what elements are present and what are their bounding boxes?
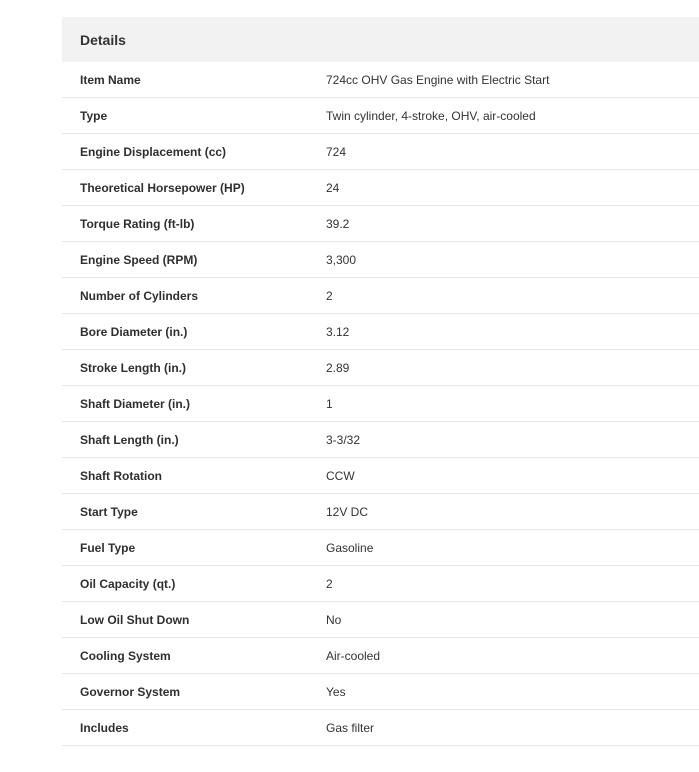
spec-value: 12V DC <box>326 504 369 519</box>
spec-label: Stroke Length (in.) <box>80 360 186 375</box>
spec-value: 724 <box>326 144 347 159</box>
spec-label: Low Oil Shut Down <box>80 612 190 627</box>
spec-value: 39.2 <box>326 216 350 231</box>
details-rows <box>62 62 699 746</box>
spec-label: Shaft Rotation <box>80 468 162 483</box>
spec-value: 724cc OHV Gas Engine with Electric Start <box>326 72 550 87</box>
spec-value: 24 <box>326 180 340 195</box>
spec-label: Item Name <box>80 72 141 87</box>
spec-row <box>62 674 699 710</box>
spec-value: No <box>326 612 342 627</box>
spec-value: 3-3/32 <box>326 432 361 447</box>
spec-row <box>62 134 699 170</box>
spec-row <box>62 710 699 746</box>
spec-value: 3,300 <box>326 252 357 267</box>
spec-value: Yes <box>326 684 346 699</box>
spec-row <box>62 422 699 458</box>
spec-label: Shaft Length (in.) <box>80 432 179 447</box>
spec-row <box>62 314 699 350</box>
spec-label: Shaft Diameter (in.) <box>80 396 191 411</box>
spec-row <box>62 350 699 386</box>
spec-value: Gasoline <box>326 540 374 555</box>
spec-label: Theoretical Horsepower (HP) <box>80 180 245 195</box>
spec-label: Type <box>80 108 108 123</box>
spec-label: Start Type <box>80 504 138 519</box>
spec-value: Air-cooled <box>326 648 381 663</box>
spec-value: 2 <box>326 576 333 591</box>
spec-row <box>62 458 699 494</box>
spec-value: 2 <box>326 288 333 303</box>
details-header: Details <box>62 17 699 62</box>
spec-row <box>62 98 699 134</box>
spec-row <box>62 638 699 674</box>
spec-label: Torque Rating (ft-lb) <box>80 216 195 231</box>
spec-label: Includes <box>80 720 129 735</box>
spec-value: 3.12 <box>326 324 350 339</box>
spec-label: Engine Speed (RPM) <box>80 252 198 267</box>
spec-row <box>62 602 699 638</box>
spec-row <box>62 566 699 602</box>
spec-label: Oil Capacity (qt.) <box>80 576 176 591</box>
spec-value: Twin cylinder, 4-stroke, OHV, air-cooled <box>326 108 536 123</box>
spec-row <box>62 170 699 206</box>
spec-row <box>62 278 699 314</box>
spec-row <box>62 386 699 422</box>
spec-label: Bore Diameter (in.) <box>80 324 188 339</box>
spec-value: Gas filter <box>326 720 375 735</box>
spec-row <box>62 242 699 278</box>
spec-label: Fuel Type <box>80 540 136 555</box>
spec-value: 2.89 <box>326 360 350 375</box>
spec-row <box>62 62 699 98</box>
spec-label: Number of Cylinders <box>80 288 199 303</box>
spec-label: Cooling System <box>80 648 171 663</box>
spec-row <box>62 206 699 242</box>
details-table <box>62 17 699 746</box>
spec-value: CCW <box>326 468 355 483</box>
spec-row <box>62 494 699 530</box>
spec-value: 1 <box>326 396 333 411</box>
spec-row <box>62 530 699 566</box>
spec-label: Governor System <box>80 684 181 699</box>
spec-label: Engine Displacement (cc) <box>80 144 227 159</box>
